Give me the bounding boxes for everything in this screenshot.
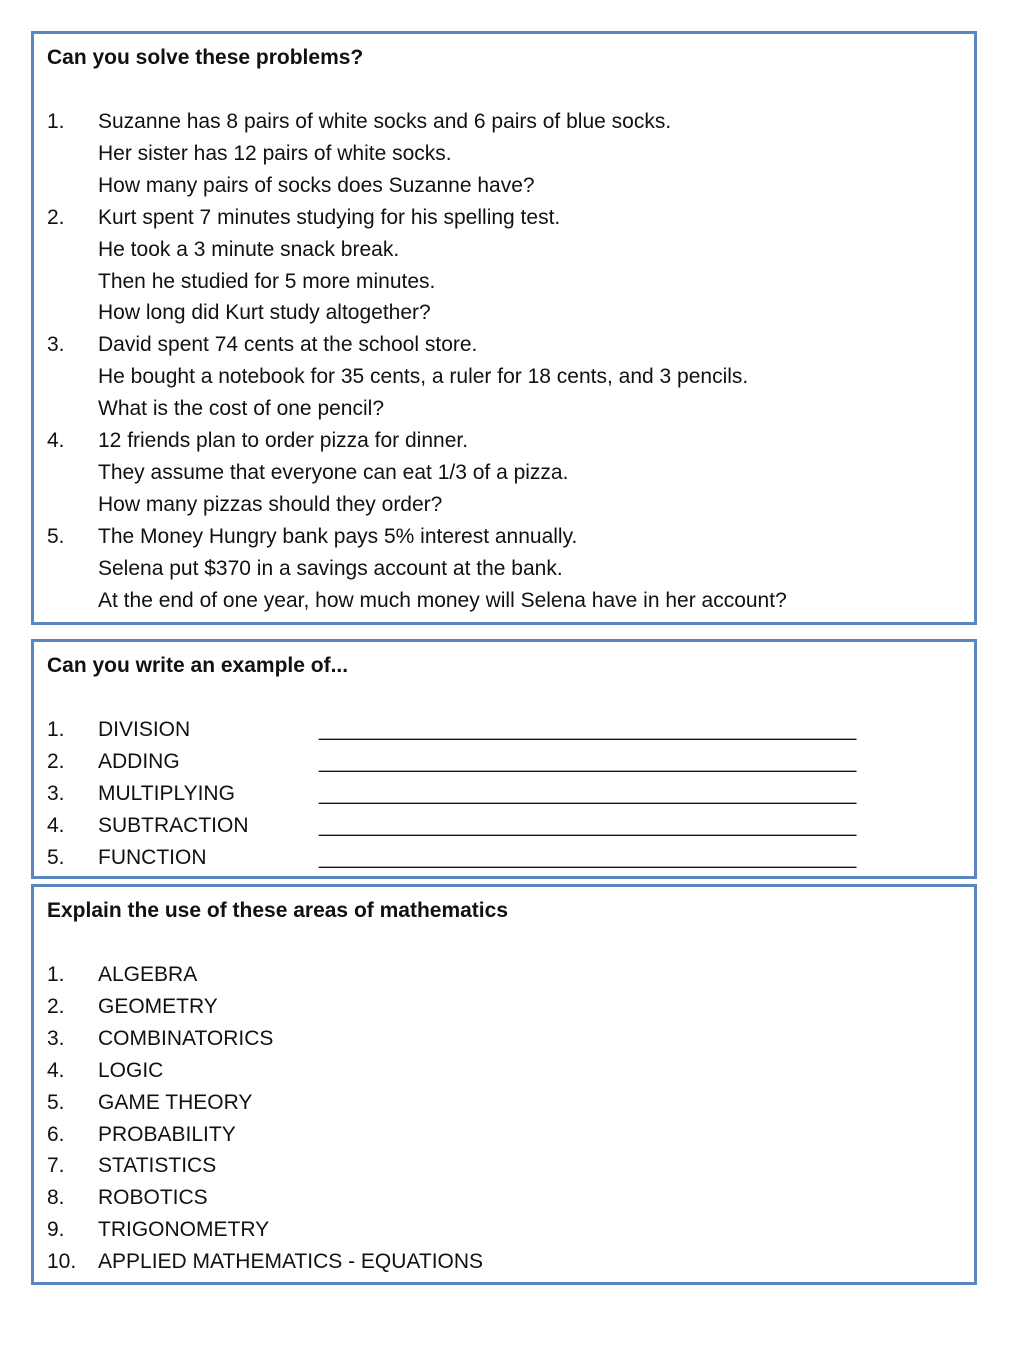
area-label: TRIGONOMETRY bbox=[98, 1218, 270, 1242]
problem-line: What is the cost of one pencil? bbox=[98, 397, 384, 421]
area-label: COMBINATORICS bbox=[98, 1026, 274, 1050]
area-number: 8. bbox=[47, 1186, 65, 1210]
area-label: APPLIED MATHEMATICS - EQUATIONS bbox=[98, 1250, 484, 1274]
problem-number: 5. bbox=[47, 524, 65, 548]
problem-number: 1. bbox=[47, 110, 65, 133]
area-label: GEOMETRY bbox=[98, 994, 218, 1018]
problem-line: How many pairs of socks does Suzanne have? bbox=[98, 173, 535, 197]
example-label: DIVISION bbox=[98, 718, 191, 741]
example-item bbox=[47, 810, 966, 842]
area-label: ROBOTICS bbox=[98, 1186, 208, 1210]
example-item bbox=[47, 746, 966, 778]
area-item bbox=[47, 1246, 966, 1278]
area-number: 5. bbox=[47, 1090, 65, 1114]
examples-list bbox=[47, 714, 966, 874]
area-item bbox=[47, 1119, 966, 1151]
areas-list bbox=[47, 959, 966, 1278]
area-number: 4. bbox=[47, 1058, 65, 1082]
answer-blank[interactable]: ______________________________________________ bbox=[319, 845, 857, 869]
example-label: SUBTRACTION bbox=[98, 813, 249, 837]
problem-item bbox=[47, 521, 966, 617]
problem-line: How many pizzas should they order? bbox=[98, 492, 443, 516]
problem-line: How long did Kurt study altogether? bbox=[98, 301, 431, 325]
example-number: 5. bbox=[47, 845, 65, 869]
problem-line: He took a 3 minute snack break. bbox=[98, 237, 400, 261]
problem-item bbox=[47, 329, 966, 425]
area-number: 2. bbox=[47, 994, 65, 1018]
problem-line: Kurt spent 7 minutes studying for his spelling test. bbox=[98, 205, 561, 229]
area-item bbox=[47, 959, 966, 991]
problems-list bbox=[47, 106, 966, 617]
area-number: 9. bbox=[47, 1218, 65, 1242]
example-number: 2. bbox=[47, 749, 65, 773]
problem-item bbox=[47, 202, 966, 330]
problem-line: Selena put $370 in a savings account at the bank. bbox=[98, 556, 563, 580]
area-label: GAME THEORY bbox=[98, 1090, 253, 1114]
example-item bbox=[47, 842, 966, 874]
area-number: 1. bbox=[47, 963, 65, 986]
problem-line: Her sister has 12 pairs of white socks. bbox=[98, 141, 452, 165]
examples-box bbox=[31, 639, 977, 879]
problem-number: 3. bbox=[47, 333, 65, 357]
example-item bbox=[47, 778, 966, 810]
area-item bbox=[47, 1055, 966, 1087]
area-label: STATISTICS bbox=[98, 1154, 217, 1178]
problem-line: At the end of one year, how much money will Selena have in her account? bbox=[98, 588, 787, 612]
problem-number: 4. bbox=[47, 429, 65, 453]
area-number: 10. bbox=[47, 1250, 77, 1274]
area-number: 3. bbox=[47, 1026, 65, 1050]
area-number: 6. bbox=[47, 1122, 65, 1146]
area-item bbox=[47, 1182, 966, 1214]
problem-line: David spent 74 cents at the school store. bbox=[98, 333, 478, 357]
area-item bbox=[47, 1023, 966, 1055]
example-number: 3. bbox=[47, 781, 65, 805]
example-label: FUNCTION bbox=[98, 845, 207, 869]
problems-box bbox=[31, 31, 977, 625]
answer-blank[interactable]: ______________________________________________ bbox=[319, 749, 857, 773]
problem-item bbox=[47, 425, 966, 521]
example-label: MULTIPLYING bbox=[98, 781, 235, 805]
answer-blank[interactable]: ______________________________________________ bbox=[319, 718, 857, 741]
examples-heading: Can you write an example of... bbox=[47, 654, 349, 677]
area-item bbox=[47, 1150, 966, 1182]
area-label: ALGEBRA bbox=[98, 963, 198, 986]
problem-line: Then he studied for 5 more minutes. bbox=[98, 269, 436, 293]
problems-heading: Can you solve these problems? bbox=[47, 46, 364, 69]
areas-heading: Explain the use of these areas of mathematics bbox=[47, 899, 508, 922]
example-label: ADDING bbox=[98, 749, 180, 773]
area-item bbox=[47, 1214, 966, 1246]
area-label: PROBABILITY bbox=[98, 1122, 236, 1146]
example-item bbox=[47, 714, 966, 746]
area-label: LOGIC bbox=[98, 1058, 164, 1082]
problem-line: Suzanne has 8 pairs of white socks and 6 pairs of blue socks. bbox=[98, 110, 672, 133]
problem-line: They assume that everyone can eat 1/3 of a pizza. bbox=[98, 460, 569, 484]
problem-number: 2. bbox=[47, 205, 65, 229]
problem-line: 12 friends plan to order pizza for dinner. bbox=[98, 429, 469, 453]
areas-box bbox=[31, 884, 977, 1285]
example-number: 4. bbox=[47, 813, 65, 837]
answer-blank[interactable]: ______________________________________________ bbox=[319, 813, 857, 837]
area-number: 7. bbox=[47, 1154, 65, 1178]
example-number: 1. bbox=[47, 718, 65, 741]
area-item bbox=[47, 1087, 966, 1119]
problem-item bbox=[47, 106, 966, 202]
problem-line: He bought a notebook for 35 cents, a ruler for 18 cents, and 3 pencils. bbox=[98, 365, 749, 389]
answer-blank[interactable]: ______________________________________________ bbox=[319, 781, 857, 805]
problem-line: The Money Hungry bank pays 5% interest annually. bbox=[98, 524, 578, 548]
area-item bbox=[47, 991, 966, 1023]
